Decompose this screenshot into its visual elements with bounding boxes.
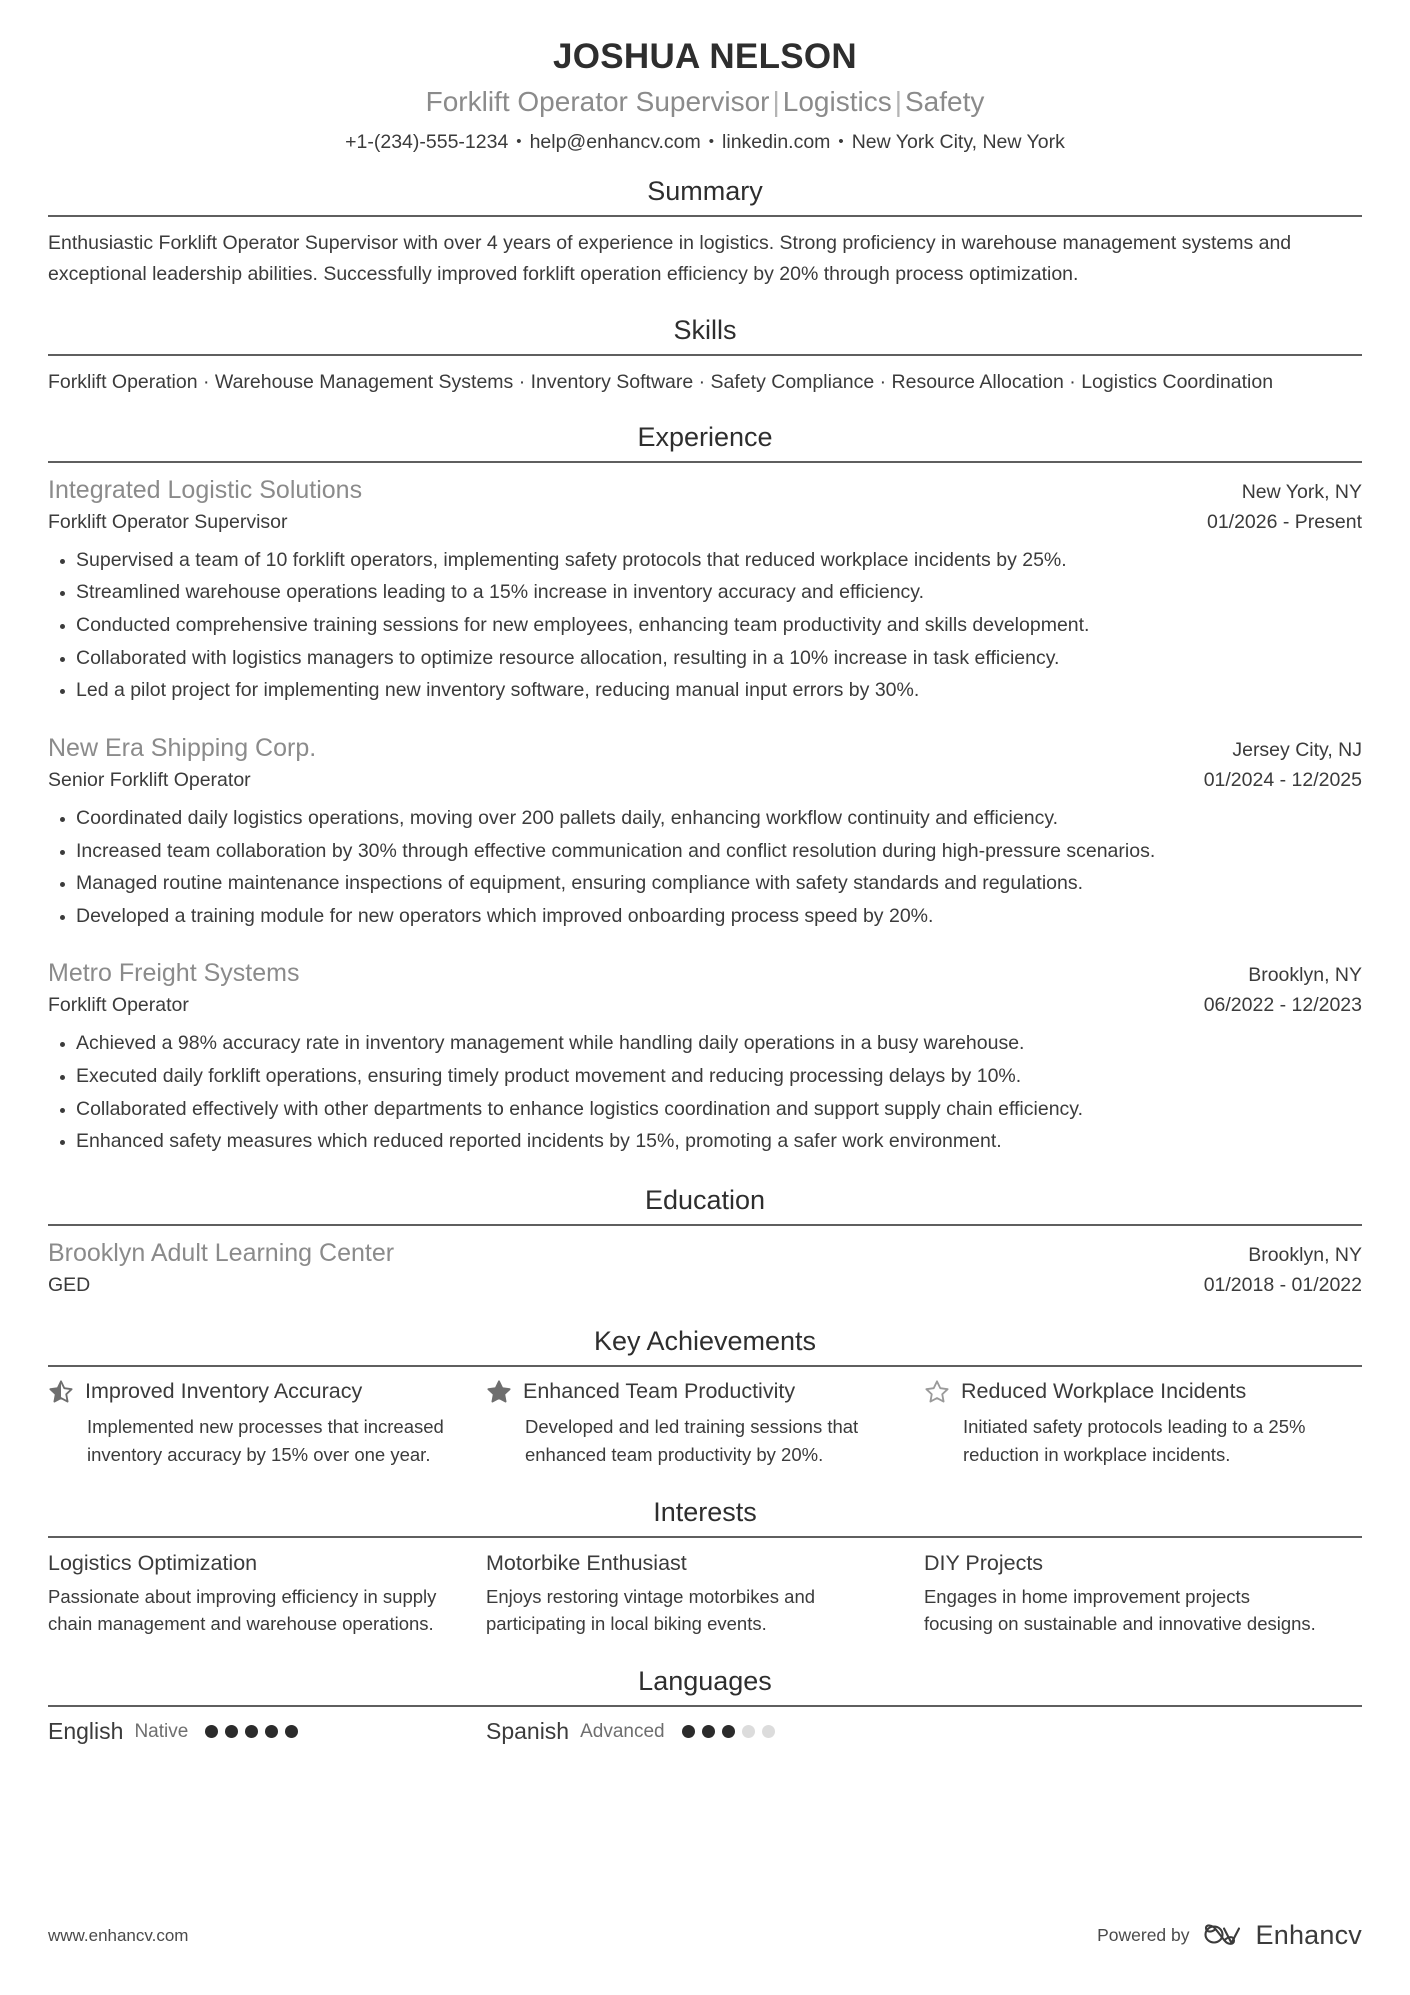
resume-header <box>48 34 1362 157</box>
section-interests <box>48 1495 1362 1639</box>
language-level: Advanced <box>580 1720 665 1742</box>
section-title-experience: Experience <box>637 421 773 452</box>
section-experience <box>48 420 1362 1157</box>
experience-dates: 01/2026 - Present <box>1206 510 1362 533</box>
contact-linkedin[interactable]: linkedin.com <box>722 131 831 154</box>
experience-bullet: Collaborated effectively with other departments to enhance logistics coordination and support supply chain efficiency. <box>48 1095 1362 1125</box>
section-title-summary: Summary <box>647 176 763 207</box>
section-title-key-achievements: Key Achievements <box>593 1326 817 1357</box>
rating-dot <box>225 1725 238 1738</box>
education-dates: 01/2018 - 01/2022 <box>1203 1273 1362 1296</box>
achievement-description: Initiated safety protocols leading to a 25% reduction in workplace incidents. <box>962 1416 1306 1465</box>
experience-bullet: Achieved a 98% accuracy rate in inventory management while handling daily operations in a busy warehouse. <box>48 1029 1362 1059</box>
education-location: Brooklyn, NY <box>1248 1244 1362 1267</box>
enhancv-brand-name: Enhancv <box>1255 1920 1362 1950</box>
section-title-languages: Languages <box>638 1666 772 1697</box>
interest-description: Engages in home improvement projects focusing on sustainable and innovative designs. <box>923 1585 1316 1635</box>
experience-bullet: Increased team collaboration by 30% through effective communication and conflict resolution during high-pressure scenarios. <box>48 837 1362 867</box>
experience-bullet: Collaborated with logistics managers to optimize resource allocation, resulting in a 10% increase in task efficiency. <box>48 644 1362 674</box>
rating-dot <box>205 1725 218 1738</box>
page-footer <box>48 1920 1362 1951</box>
rating-dot <box>245 1725 258 1738</box>
enhancv-logo-icon <box>1203 1923 1247 1949</box>
section-education <box>48 1183 1362 1300</box>
achievement-title: Reduced Workplace Incidents <box>960 1379 1247 1404</box>
rating-dot-empty <box>742 1725 755 1738</box>
language-item <box>48 1718 486 1745</box>
contact-email[interactable]: help@enhancv.com <box>529 131 701 154</box>
headline-separator-icon: | <box>894 85 902 117</box>
experience-bullet: Developed a training module for new operators which improved onboarding process speed by 20%. <box>48 902 1362 932</box>
achievement-description: Implemented new processes that increased inventory accuracy by 15% over one year. <box>87 1416 444 1465</box>
experience-organization: New Era Shipping Corp. <box>48 733 317 762</box>
bullet-separator-icon: • <box>708 133 715 151</box>
experience-location: Jersey City, NJ <box>1232 738 1362 761</box>
section-languages <box>48 1664 1362 1745</box>
experience-organization: Integrated Logistic Solutions <box>48 475 363 504</box>
experience-role: Senior Forklift Operator <box>48 768 251 791</box>
interest-item <box>48 1549 486 1639</box>
experience-bullet: Supervised a team of 10 forklift operators, implementing safety protocols that reduced workplace incidents by 25%. <box>48 546 1362 576</box>
bullet-separator-icon: • <box>838 133 844 151</box>
powered-by-label: Powered by <box>1097 1925 1190 1945</box>
rating-dot <box>265 1725 278 1738</box>
education-institution: Brooklyn Adult Learning Center <box>48 1239 395 1268</box>
headline-part-0: Forklift Operator Supervisor <box>425 85 770 117</box>
star-outline-icon <box>924 1379 950 1405</box>
achievement-item <box>48 1378 486 1468</box>
achievement-item <box>924 1378 1362 1468</box>
contact-phone[interactable]: +1-(234)-555-1234 <box>345 131 509 154</box>
experience-location: New York, NY <box>1241 480 1362 503</box>
candidate-name: JOSHUA NELSON <box>552 37 858 76</box>
language-level: Native <box>134 1720 189 1742</box>
candidate-headline <box>48 82 1362 123</box>
experience-entry <box>48 474 1362 706</box>
language-rating-spanish <box>682 1725 775 1738</box>
star-half-icon <box>48 1379 74 1405</box>
section-skills <box>48 313 1362 398</box>
rating-dot <box>682 1725 695 1738</box>
experience-location: Brooklyn, NY <box>1248 964 1362 987</box>
experience-role: Forklift Operator <box>48 994 189 1017</box>
headline-part-2: Safety <box>905 85 985 117</box>
education-degree: GED <box>48 1273 91 1296</box>
section-title-education: Education <box>644 1184 766 1215</box>
education-entry <box>48 1237 1362 1300</box>
enhancv-brand <box>1203 1920 1362 1951</box>
rating-dot <box>285 1725 298 1738</box>
language-item <box>486 1718 924 1745</box>
interest-item <box>924 1549 1362 1639</box>
contact-location: New York City, New York <box>851 131 1065 154</box>
headline-separator-icon: | <box>772 85 780 117</box>
interest-title: Motorbike Enthusiast <box>485 1550 687 1575</box>
experience-entry <box>48 957 1362 1157</box>
experience-bullet: Streamlined warehouse operations leading to a 15% increase in inventory accuracy and efficiency. <box>48 578 1362 608</box>
experience-bullets <box>48 546 1362 706</box>
star-filled-icon <box>486 1379 512 1405</box>
rating-dot <box>702 1725 715 1738</box>
experience-entry <box>48 732 1362 932</box>
section-key-achievements <box>48 1324 1362 1469</box>
experience-bullets <box>48 804 1362 932</box>
achievement-item <box>486 1378 924 1468</box>
achievement-title: Improved Inventory Accuracy <box>85 1379 363 1404</box>
experience-bullet: Managed routine maintenance inspections of equipment, ensuring compliance with safety standards and regulations. <box>48 869 1362 899</box>
section-title-interests: Interests <box>653 1496 757 1527</box>
rating-dot-empty <box>762 1725 775 1738</box>
experience-bullet: Coordinated daily logistics operations, moving over 200 pallets daily, enhancing workflow continuity and efficiency. <box>48 804 1362 834</box>
contact-line <box>48 128 1362 157</box>
skills-list: Forklift Operation · Warehouse Management Systems · Inventory Software · Safety Compliance · Resource Allocation · Logistics Coordination <box>48 371 1274 394</box>
interest-description: Enjoys restoring vintage motorbikes and participating in local biking events. <box>485 1585 816 1635</box>
footer-website-link[interactable]: www.enhancv.com <box>48 1925 189 1945</box>
summary-text: Enthusiastic Forklift Operator Supervisor with over 4 years of experience in logistics. Strong proficiency in warehouse management systems and exceptional leadership abilities. Successfully improved forklift operation efficiency by 20% through process optimization. <box>48 232 1292 285</box>
language-rating-english <box>205 1725 298 1738</box>
experience-dates: 06/2022 - 12/2023 <box>1203 994 1362 1017</box>
achievement-description: Developed and led training sessions that enhanced team productivity by 20%. <box>524 1416 859 1465</box>
experience-role: Forklift Operator Supervisor <box>48 510 288 533</box>
experience-bullets <box>48 1029 1362 1157</box>
experience-bullet: Enhanced safety measures which reduced reported incidents by 15%, promoting a safer work environment. <box>48 1127 1362 1157</box>
language-name: Spanish <box>485 1718 570 1745</box>
experience-organization: Metro Freight Systems <box>48 959 300 988</box>
interest-title: Logistics Optimization <box>48 1550 258 1575</box>
experience-bullet: Led a pilot project for implementing new inventory software, reducing manual input errors by 30%. <box>48 676 1362 706</box>
interest-title: DIY Projects <box>923 1550 1044 1575</box>
rating-dot <box>722 1725 735 1738</box>
experience-dates: 01/2024 - 12/2025 <box>1203 768 1362 791</box>
experience-bullet: Executed daily forklift operations, ensuring timely product movement and reducing processing delays by 10%. <box>48 1062 1362 1092</box>
headline-part-1: Logistics <box>782 85 892 117</box>
interest-item <box>486 1549 924 1639</box>
section-title-skills: Skills <box>673 315 737 346</box>
interest-description: Passionate about improving efficiency in supply chain management and warehouse operations. <box>48 1585 437 1635</box>
achievement-title: Enhanced Team Productivity <box>522 1379 796 1404</box>
language-name: English <box>48 1718 124 1745</box>
section-summary <box>48 174 1362 289</box>
experience-bullet: Conducted comprehensive training sessions for new employees, enhancing team productivity and skills development. <box>48 611 1362 641</box>
bullet-separator-icon: • <box>516 133 522 151</box>
